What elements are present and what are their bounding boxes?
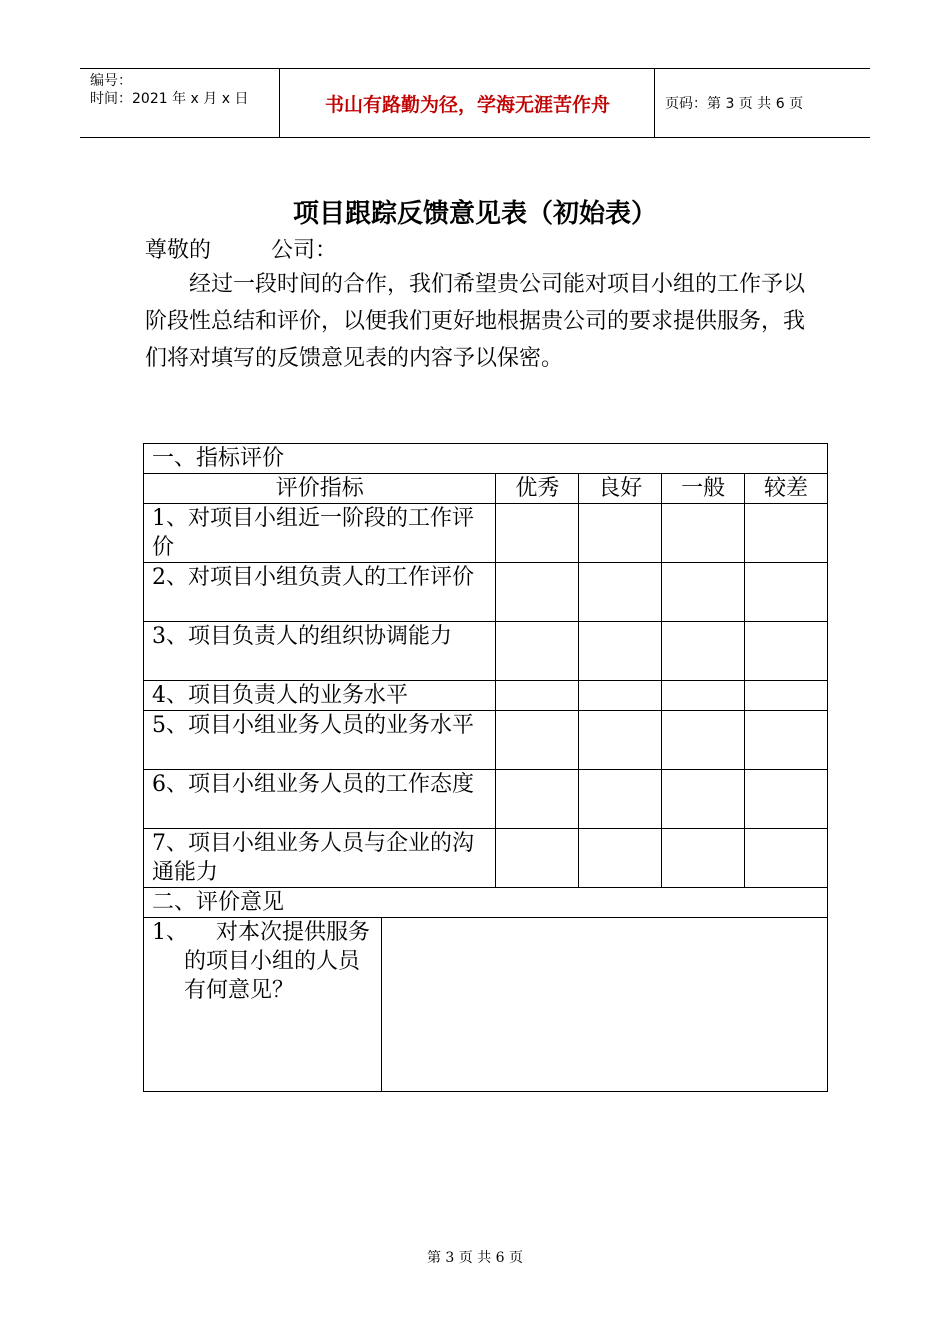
row-label: 7、项目小组业务人员与企业的沟通能力 — [144, 829, 496, 888]
row-label: 1、对项目小组近一阶段的工作评价 — [144, 504, 496, 563]
row-label: 5、项目小组业务人员的业务水平 — [144, 711, 496, 770]
rating-cell[interactable] — [745, 563, 828, 622]
section-title: 二、评价意见 — [144, 888, 828, 918]
rating-cell[interactable] — [579, 770, 662, 829]
feedback-number: 1、 — [152, 920, 188, 945]
rating-cell[interactable] — [745, 504, 828, 563]
time-label: 时间：2021 年 x 月 x 日 — [90, 91, 249, 107]
row-label: 3、项目负责人的组织协调能力 — [144, 622, 496, 681]
page-footer: 第 3 页 共 6 页 — [426, 1250, 524, 1266]
rating-cell[interactable] — [496, 504, 579, 563]
rating-cell[interactable] — [662, 681, 745, 711]
number-label: 编号： — [90, 73, 132, 89]
col-header-indicator: 评价指标 — [144, 474, 496, 504]
document-title: 项目跟踪反馈意见表（初始表） — [292, 199, 657, 229]
row-label: 4、项目负责人的业务水平 — [144, 681, 496, 711]
rating-cell[interactable] — [662, 770, 745, 829]
section-title: 一、指标评价 — [144, 444, 828, 474]
header-row — [144, 474, 828, 504]
rating-cell[interactable] — [579, 504, 662, 563]
rating-cell[interactable] — [662, 711, 745, 770]
rating-cell[interactable] — [496, 711, 579, 770]
rating-cell[interactable] — [496, 681, 579, 711]
col-header-excellent: 优秀 — [496, 474, 579, 504]
row-label: 6、项目小组业务人员的工作态度 — [144, 770, 496, 829]
page-header — [80, 68, 870, 138]
section-row — [144, 444, 828, 474]
table-row — [144, 622, 828, 681]
header-page-info: 页码：第 3 页 共 6 页 — [665, 96, 804, 112]
col-header-poor: 较差 — [745, 474, 828, 504]
feedback-question-text: 对本次提供服务的项目小组的人员有何意见？ — [184, 920, 371, 1003]
rating-cell[interactable] — [579, 711, 662, 770]
intro-paragraph: 经过一段时间的合作，我们希望贵公司能对项目小组的工作予以阶段性总结和评价，以便我们更好地根据贵公司的要求提供服务，我们将对填写的反馈意见表的内容予以保密。 — [145, 272, 806, 371]
rating-cell[interactable] — [579, 563, 662, 622]
rating-cell[interactable] — [662, 563, 745, 622]
feedback-question — [144, 918, 382, 1092]
rating-cell[interactable] — [662, 622, 745, 681]
feedback-answer-area[interactable] — [381, 918, 827, 1092]
table-row — [144, 504, 828, 563]
rating-cell[interactable] — [745, 711, 828, 770]
rating-cell[interactable] — [579, 829, 662, 888]
table-row — [144, 770, 828, 829]
rating-cell[interactable] — [745, 681, 828, 711]
rating-cell[interactable] — [496, 563, 579, 622]
rating-cell[interactable] — [579, 622, 662, 681]
row-label: 2、对项目小组负责人的工作评价 — [144, 563, 496, 622]
rating-cell[interactable] — [496, 829, 579, 888]
feedback-row — [144, 918, 828, 1092]
table-row — [144, 563, 828, 622]
rating-cell[interactable] — [496, 770, 579, 829]
greeting — [145, 233, 337, 264]
header-motto: 书山有路勤为径，学海无涯苦作舟 — [281, 69, 655, 137]
greeting-right: 公司： — [271, 238, 338, 263]
greeting-left: 尊敬的 — [145, 238, 212, 263]
feedback-table — [143, 443, 828, 1092]
col-header-good: 良好 — [579, 474, 662, 504]
col-header-average: 一般 — [662, 474, 745, 504]
header-meta — [80, 69, 280, 137]
rating-cell[interactable] — [745, 770, 828, 829]
table-row — [144, 711, 828, 770]
table-row — [144, 829, 828, 888]
rating-cell[interactable] — [745, 829, 828, 888]
section-row — [144, 888, 828, 918]
rating-cell[interactable] — [662, 504, 745, 563]
rating-cell[interactable] — [662, 829, 745, 888]
table-row — [144, 681, 828, 711]
rating-cell[interactable] — [496, 622, 579, 681]
rating-cell[interactable] — [579, 681, 662, 711]
rating-cell[interactable] — [745, 622, 828, 681]
